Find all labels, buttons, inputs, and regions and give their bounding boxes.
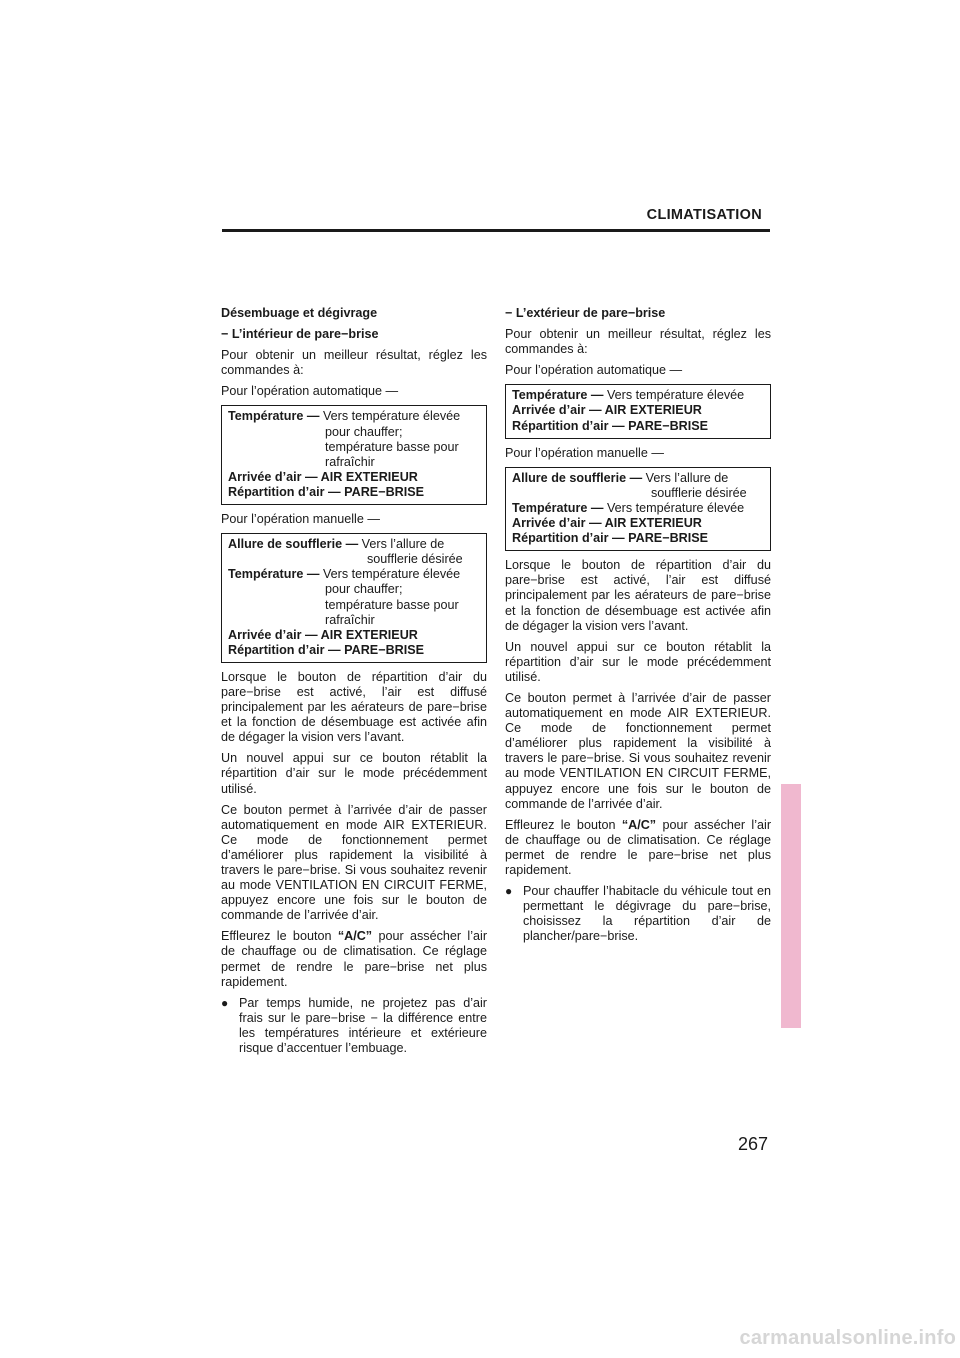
temp-value: Vers température élevée [606,388,745,403]
temp-value: Vers température élevée [606,500,745,515]
ac-text-pre: Effleurez le bouton [221,929,332,944]
subsection-title: − L’intérieur de pare−brise [221,327,379,342]
temp-value-line: rafraîchir [325,612,375,627]
air-intake-setting: Arrivée d’air — AIR EXTERIEUR [228,469,418,484]
section-side-tab [781,784,801,1028]
ac-button-ref: “A/C” [337,929,373,944]
air-distribution-setting: Répartition d’air — PARE−BRISE [228,484,425,499]
air-intake-setting: Arrivée d’air — AIR EXTERIEUR [512,516,702,531]
auto-settings-box [221,405,487,505]
temp-label: Température — [228,567,320,582]
temp-label: Température — [512,388,604,403]
air-distribution-setting: Répartition d’air — PARE−BRISE [228,642,425,657]
ac-text-post: pour assécher l’air de chauffage ou de climatisation. Ce réglage permet de rendre le pare−brise net plus rapidement. [221,929,488,989]
air-intake-setting: Arrivée d’air — AIR EXTERIEUR [512,403,702,418]
body-paragraph: Lorsque le bouton de répartition d’air du pare−brise est activé, l’air est diffusé principalement par les aérateurs de pare−brise et la fonction de désembuage est activée afin de dégager la vision vers l’avant. [505,558,771,633]
fan-speed-label: Allure de soufflerie — [228,537,359,552]
fan-speed-label: Allure de soufflerie — [512,470,643,485]
temp-value: Vers température élevée [322,567,461,582]
temp-value-line: rafraîchir [325,454,375,469]
temp-value-line: température basse pour [325,439,459,454]
bullet-icon: ● [505,884,513,899]
right-column [505,306,771,950]
manual-mode-label: Pour l’opération manuelle — [505,445,664,460]
temp-value: Vers température élevée [322,409,461,424]
intro-text: Pour obtenir un meilleur résultat, réglez les commandes à: [221,348,487,378]
body-paragraph: Lorsque le bouton de répartition d’air du pare−brise est activé, l’air est diffusé principalement par les aérateurs de pare−brise et la fonction de désembuage est activée afin de dégager la vision vers l’avant. [221,669,487,745]
ac-paragraph [221,929,487,989]
ac-paragraph [505,818,771,878]
air-intake-setting: Arrivée d’air — AIR EXTERIEUR [228,627,418,642]
fan-speed-value: Vers l’allure de [361,537,445,552]
auto-mode-label: Pour l’opération automatique — [505,363,683,378]
header-rule [222,229,770,232]
ac-button-ref: “A/C” [621,817,657,832]
subsection-title: − L’extérieur de pare−brise [505,306,666,320]
air-distribution-setting: Répartition d’air — PARE−BRISE [512,418,709,433]
temp-label: Température — [512,500,604,515]
section-title: Désembuage et dégivrage [221,306,378,320]
page-number: 267 [737,1134,768,1154]
fan-speed-value: Vers l’allure de [645,470,729,485]
page-header-title: CLIMATISATION [646,207,762,223]
fan-speed-value-line: soufflerie désirée [367,552,463,567]
temp-value-line: température basse pour [325,597,459,612]
temp-value-line: pour chauffer; [325,582,403,597]
body-paragraph: Ce bouton permet à l’arrivée d’air de passer automatiquement en mode AIR EXTERIEUR. Ce mode de fonctionnement permet d’améliorer plus rapidement la visibilité à travers le pare−brise. Si vous souhaitez revenir au mode VENTILATION EN CIRCUIT FERME, appuyez encore une fois sur le bouton de commande de l’arrivée d’air. [221,802,487,923]
bullet-item [221,996,487,1056]
intro-text: Pour obtenir un meilleur résultat, réglez les commandes à: [505,327,771,357]
ac-text-post: pour assécher l’air de chauffage ou de climatisation. Ce réglage permet de rendre le pare−brise net plus rapidement. [505,817,772,877]
manual-settings-box [505,467,771,551]
temp-value-line: pour chauffer; [325,424,403,439]
left-column [221,306,487,1062]
air-distribution-setting: Répartition d’air — PARE−BRISE [512,531,709,546]
bullet-text: Par temps humide, ne projetez pas d’air frais sur le pare−brise − la différence entre les températures intérieure et extérieure risque d’accentuer l’embuage. [239,995,487,1056]
bullet-icon: ● [221,995,229,1010]
temp-label: Température — [228,409,320,424]
auto-settings-box [505,384,771,438]
body-paragraph: Un nouvel appui sur ce bouton rétablit la répartition d’air sur le mode précédemment utilisé. [505,639,771,684]
fan-speed-value-line: soufflerie désirée [651,485,747,500]
body-paragraph: Ce bouton permet à l’arrivée d’air de passer automatiquement en mode AIR EXTERIEUR. Ce mode de fonctionnement permet d’améliorer plus rapidement la visibilité à travers le pare−brise. Si vous souhaitez revenir au mode VENTILATION EN CIRCUIT FERME, appuyez encore une fois sur le bouton de commande de l’arrivée d’air. [505,690,771,811]
ac-text-pre: Effleurez le bouton [505,817,616,832]
bullet-item [505,884,771,944]
manual-settings-box [221,533,487,663]
watermark: carmanualsonline.info [739,1327,956,1349]
manual-mode-label: Pour l’opération manuelle — [221,512,380,527]
auto-mode-label: Pour l’opération automatique — [221,384,399,399]
body-paragraph: Un nouvel appui sur ce bouton rétablit la répartition d’air sur le mode précédemment utilisé. [221,751,487,796]
bullet-text: Pour chauffer l’habitacle du véhicule tout en permettant le dégivrage du pare−brise, choisissez la répartition d’air de plancher/pare−brise. [523,884,771,944]
